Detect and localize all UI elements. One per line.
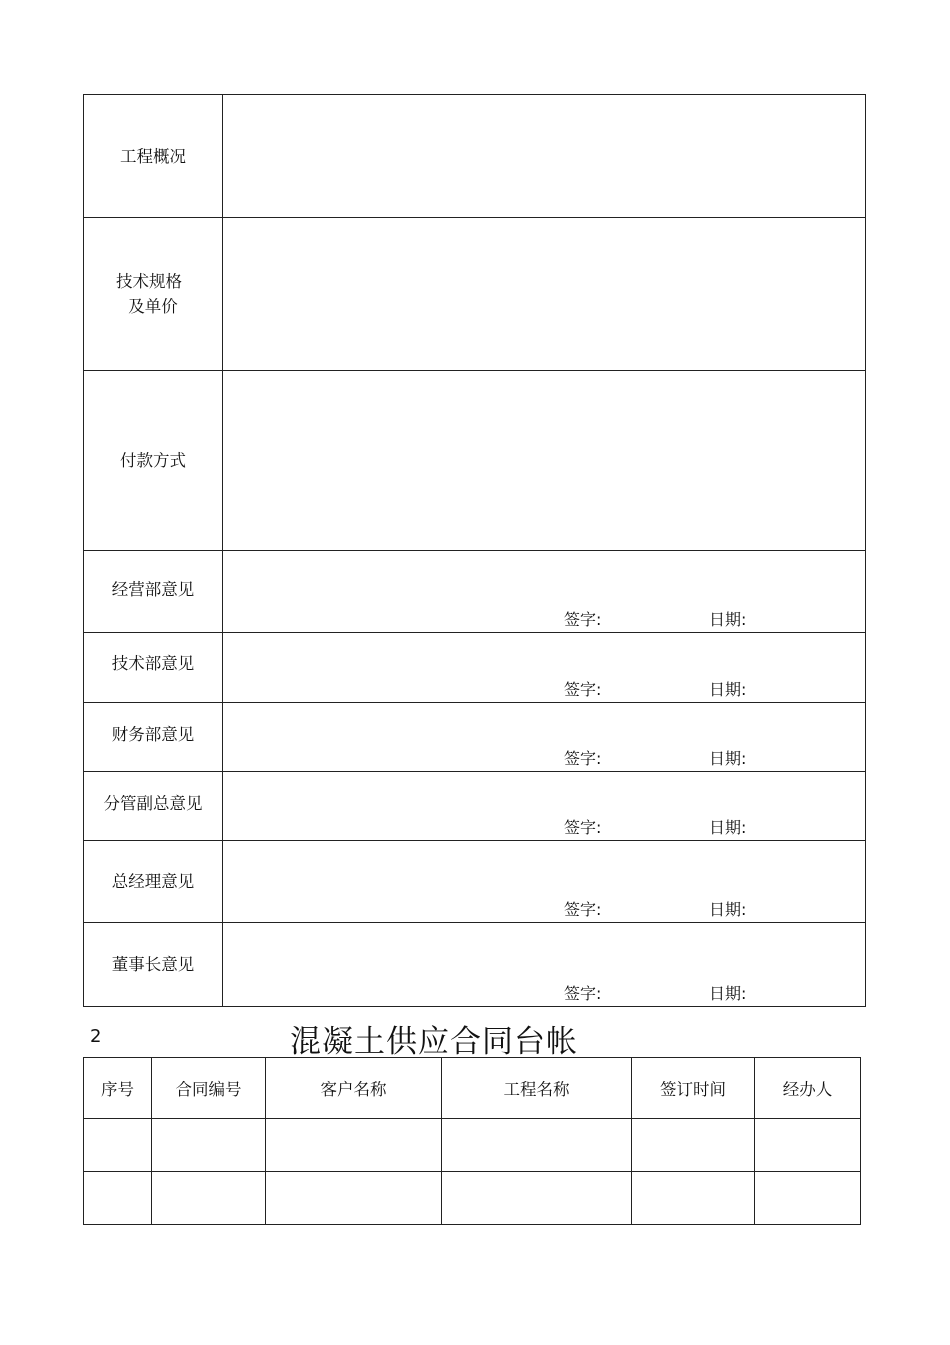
general-manager-opinion-field[interactable] [223, 841, 866, 923]
signature-label: 签字: [564, 680, 602, 699]
date-label: 日期: [709, 984, 747, 1003]
label-text: 财务部意见 [111, 724, 195, 744]
ledger-header-row [84, 1058, 861, 1119]
contract-ledger-table [83, 1057, 861, 1225]
signature-label: 签字: [564, 610, 602, 629]
col-header-project: 工程名称 [442, 1058, 632, 1119]
table-cell[interactable] [632, 1172, 755, 1225]
row-label-general-manager [84, 841, 223, 923]
date-label: 日期: [709, 610, 747, 629]
label-text: 董事长意见 [111, 955, 195, 974]
table-cell[interactable] [152, 1172, 266, 1225]
signature-label: 签字: [564, 900, 602, 919]
row-label-tech-dept [84, 633, 223, 703]
signature-label: 签字: [564, 984, 602, 1003]
contract-review-form [83, 94, 866, 1007]
section-number: 2 [90, 1026, 102, 1047]
table-cell[interactable] [442, 1172, 632, 1225]
table-row [84, 1119, 861, 1172]
row-label-project-overview [84, 95, 223, 218]
row-label-deputy-gm [84, 772, 223, 841]
table-cell[interactable] [84, 1172, 152, 1225]
business-dept-opinion-field[interactable] [223, 551, 866, 633]
project-overview-field[interactable] [223, 95, 866, 218]
col-header-contract-no: 合同编号 [152, 1058, 266, 1119]
col-header-handler: 经办人 [755, 1058, 861, 1119]
deputy-gm-opinion-field[interactable] [223, 772, 866, 841]
tech-dept-opinion-field[interactable] [223, 633, 866, 703]
finance-dept-opinion-field[interactable] [223, 703, 866, 772]
label-text: 付款方式 [120, 451, 186, 470]
date-label: 日期: [709, 749, 747, 768]
label-text: 总经理意见 [111, 872, 195, 891]
payment-field[interactable] [223, 371, 866, 551]
signature-label: 签字: [564, 818, 602, 837]
row-label-tech-spec [84, 218, 223, 371]
label-line-2: 及单价 [128, 297, 178, 316]
col-header-customer: 客户名称 [266, 1058, 442, 1119]
tech-spec-field[interactable] [223, 218, 866, 371]
date-label: 日期: [709, 900, 747, 919]
table-cell[interactable] [755, 1172, 861, 1225]
label-text: 技术部意见 [111, 654, 195, 673]
ledger-title: 混凝土供应合同台帐 [290, 1024, 578, 1060]
table-cell[interactable] [632, 1119, 755, 1172]
col-header-index: 序号 [84, 1058, 152, 1119]
row-label-chairman [84, 923, 223, 1007]
label-text: 经营部意见 [111, 580, 195, 599]
date-label: 日期: [709, 818, 747, 837]
row-label-business-dept [84, 551, 223, 633]
chairman-opinion-field[interactable] [223, 923, 866, 1007]
table-cell[interactable] [442, 1119, 632, 1172]
label-text: 分管副总意见 [103, 793, 203, 813]
label-text: 工程概况 [120, 146, 186, 166]
row-label-finance-dept [84, 703, 223, 772]
table-cell[interactable] [755, 1119, 861, 1172]
signature-label: 签字: [564, 749, 602, 768]
table-cell[interactable] [152, 1119, 266, 1172]
table-row [84, 1172, 861, 1225]
table-cell[interactable] [84, 1119, 152, 1172]
label-line-1: 技术规格 [116, 272, 182, 291]
row-label-payment [84, 371, 223, 551]
col-header-sign-date: 签订时间 [632, 1058, 755, 1119]
table-cell[interactable] [266, 1119, 442, 1172]
date-label: 日期: [709, 680, 747, 699]
table-cell[interactable] [266, 1172, 442, 1225]
